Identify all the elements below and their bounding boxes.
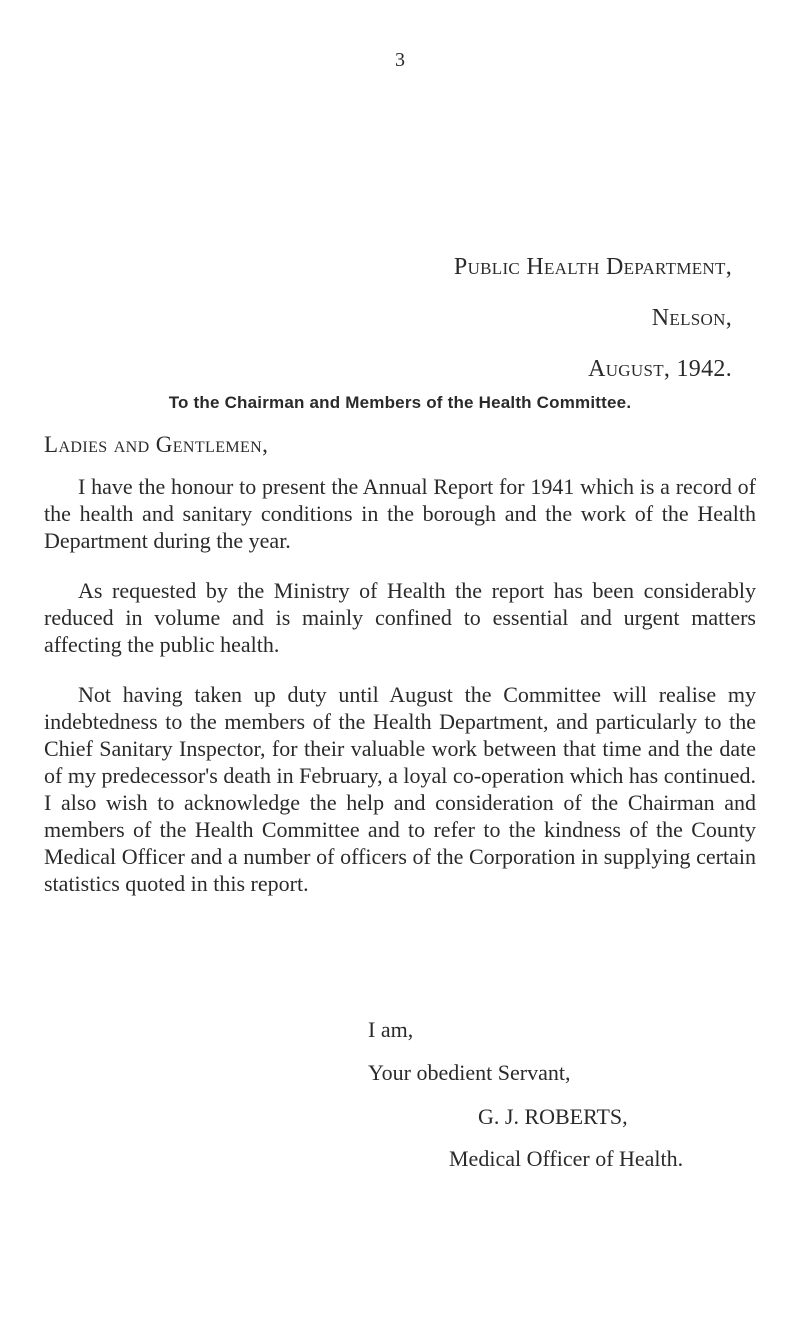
closing-line: I am, — [368, 1017, 414, 1042]
paragraph: I have the honour to present the Annual Report for 1941 which is a record of the health and sanitary conditions in the borough and the work of the Health Department during the year. — [44, 474, 756, 553]
address-date: August, 1942. — [588, 356, 732, 382]
page-number: 3 — [395, 49, 405, 71]
addressee-heading: To the Chairman and Members of the Health Committee. — [168, 393, 632, 412]
sender-address — [454, 242, 732, 395]
address-town: Nelson, — [651, 305, 732, 331]
paragraph: Not having taken up duty until August the Committee will realise my indebtedness to the members of the Health Department, and particularly to the Chief Sanitary Inspector, for their valuable work between that time and the date of my predecessor's death in February, a loyal co-operation which has continued. I also wish to acknowledge the help and consideration of the Chairman and members of the Health Committee and to refer to the kindness of the County Medical Officer and a number of officers of the Corporation in supplying certain statistics quoted in this report. — [44, 682, 756, 896]
paragraph: As requested by the Ministry of Health the report has been considerably reduced in volume and is mainly confined to essential and urgent matters affecting the public health. — [44, 578, 756, 657]
salutation: Ladies and Gentlemen, — [44, 432, 269, 457]
closing-valediction: Your obedient Servant, — [368, 1060, 571, 1085]
signature-name: G. J. ROBERTS, — [478, 1104, 628, 1129]
letter-body — [44, 473, 756, 920]
address-department: Public Health Department, — [453, 254, 732, 280]
signature-title: Medical Officer of Health. — [449, 1146, 684, 1171]
